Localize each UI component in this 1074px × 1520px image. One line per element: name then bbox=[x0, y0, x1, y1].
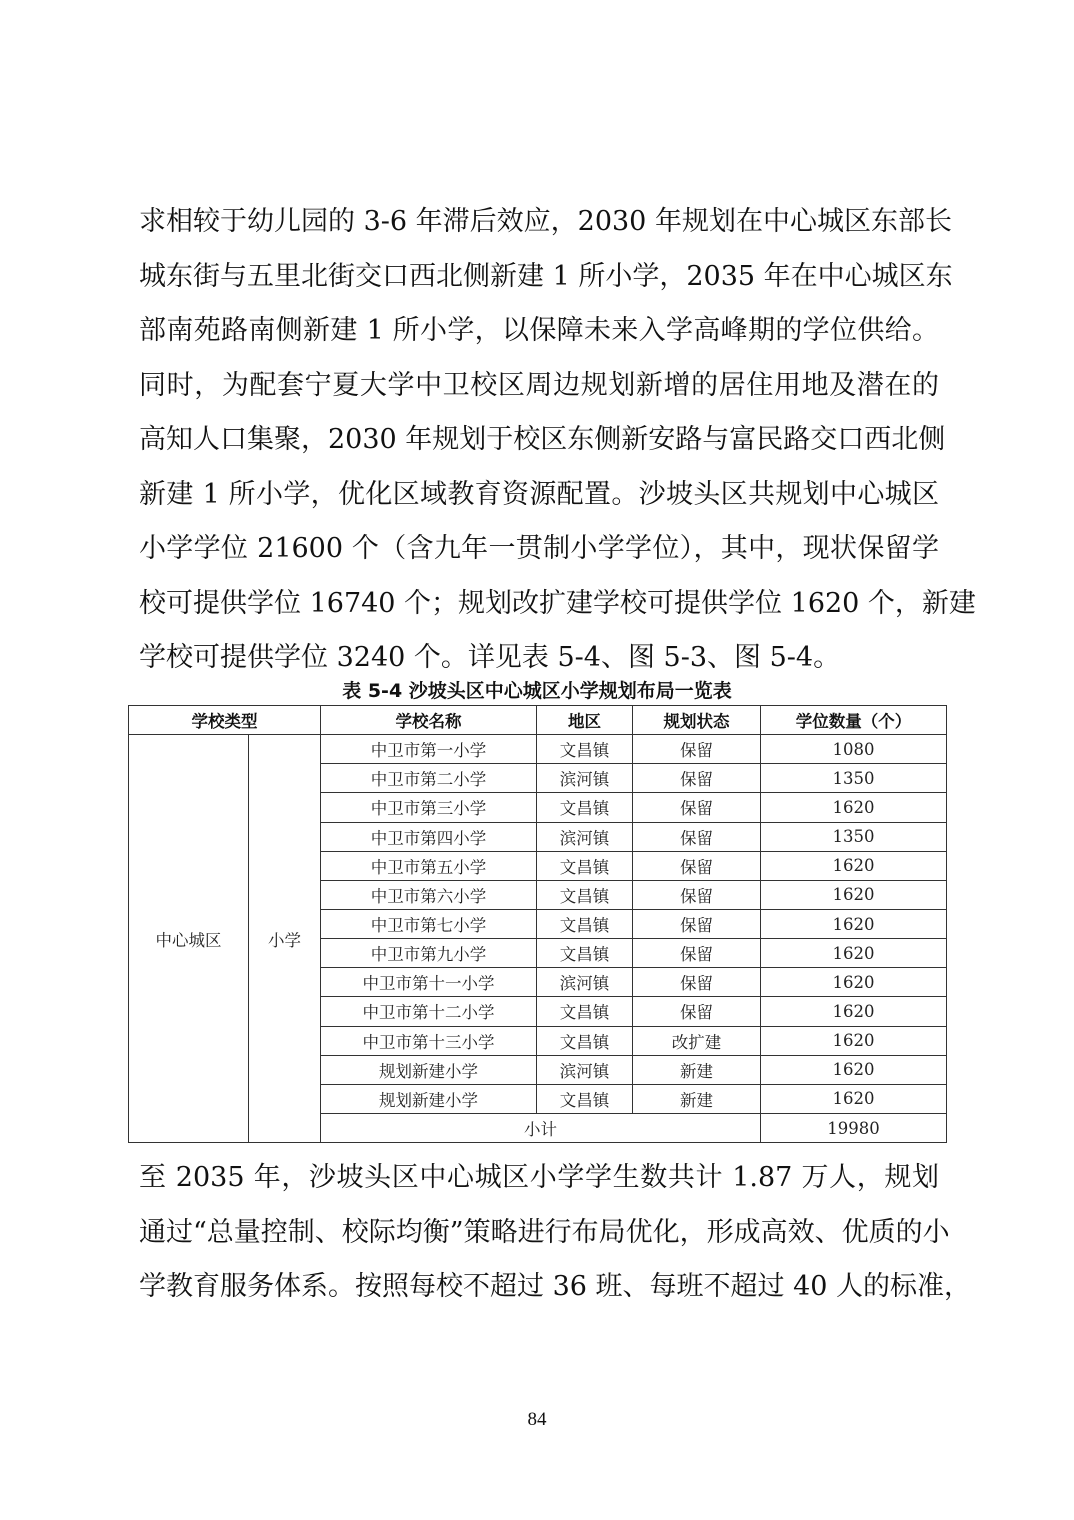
school-name-cell: 中卫市第十二小学 bbox=[321, 997, 537, 1026]
area-cell: 滨河镇 bbox=[537, 822, 633, 851]
page-number: 84 bbox=[527, 1409, 547, 1430]
area-cell: 文昌镇 bbox=[537, 880, 633, 909]
seats-cell: 1620 bbox=[761, 1026, 947, 1055]
table-row bbox=[129, 735, 947, 764]
seats-cell: 1620 bbox=[761, 793, 947, 822]
status-cell: 保留 bbox=[633, 764, 761, 793]
text-line: 新建 1 所小学，优化区域教育资源配置。沙坡头区共规划中心城区 bbox=[139, 478, 939, 510]
school-name-cell: 中卫市第一小学 bbox=[321, 735, 537, 764]
status-cell: 保留 bbox=[633, 793, 761, 822]
status-cell: 改扩建 bbox=[633, 1026, 761, 1055]
status-cell: 保留 bbox=[633, 822, 761, 851]
text-line: 学校可提供学位 3240 个。详见表 5-4、图 5-3、图 5-4。 bbox=[139, 642, 841, 673]
school-name-cell: 规划新建小学 bbox=[321, 1084, 537, 1113]
area-cell: 文昌镇 bbox=[537, 997, 633, 1026]
text-line: 求相较于幼儿园的 3-6 年滞后效应，2030 年规划在中心城区东部长 bbox=[139, 206, 952, 237]
seats-cell: 1080 bbox=[761, 735, 947, 764]
text-line: 同时，为配套宁夏大学中卫校区周边规划新增的居住用地及潜在的 bbox=[139, 369, 939, 401]
area-cell: 文昌镇 bbox=[537, 1026, 633, 1055]
area-cell: 滨河镇 bbox=[537, 764, 633, 793]
body-paragraph-1 bbox=[139, 195, 976, 686]
status-cell: 保留 bbox=[633, 968, 761, 997]
subtotal-value: 19980 bbox=[761, 1113, 947, 1142]
status-cell: 保留 bbox=[633, 939, 761, 968]
subtotal-label: 小计 bbox=[321, 1113, 761, 1142]
header-status: 规划状态 bbox=[633, 706, 761, 735]
school-name-cell: 中卫市第二小学 bbox=[321, 764, 537, 793]
body-paragraph-2 bbox=[139, 1151, 972, 1315]
area-cell: 文昌镇 bbox=[537, 793, 633, 822]
text-line: 高知人口集聚，2030 年规划于校区东侧新安路与富民路交口西北侧 bbox=[139, 424, 946, 455]
status-cell: 新建 bbox=[633, 1084, 761, 1113]
area-cell: 文昌镇 bbox=[537, 735, 633, 764]
text-line: 学教育服务体系。按照每校不超过 36 班、每班不超过 40 人的标准， bbox=[139, 1271, 972, 1302]
header-school-type: 学校类型 bbox=[129, 706, 321, 735]
school-layout-table bbox=[128, 705, 947, 1143]
school-name-cell: 中卫市第三小学 bbox=[321, 793, 537, 822]
region-cell: 中心城区 bbox=[129, 735, 249, 1143]
seats-cell: 1620 bbox=[761, 1084, 947, 1113]
header-area: 地区 bbox=[537, 706, 633, 735]
text-line: 通过“总量控制、校际均衡”策略进行布局优化，形成高效、优质的小 bbox=[139, 1216, 950, 1248]
seats-cell: 1620 bbox=[761, 997, 947, 1026]
school-name-cell: 中卫市第九小学 bbox=[321, 939, 537, 968]
status-cell: 保留 bbox=[633, 997, 761, 1026]
status-cell: 保留 bbox=[633, 735, 761, 764]
text-line: 至 2035 年，沙坡头区中心城区小学学生数共计 1.87 万人，规划 bbox=[139, 1162, 939, 1193]
seats-cell: 1350 bbox=[761, 822, 947, 851]
school-name-cell: 中卫市第七小学 bbox=[321, 909, 537, 938]
seats-cell: 1620 bbox=[761, 880, 947, 909]
seats-cell: 1350 bbox=[761, 764, 947, 793]
level-cell: 小学 bbox=[249, 735, 321, 1143]
seats-cell: 1620 bbox=[761, 909, 947, 938]
text-line: 校可提供学位 16740 个；规划改扩建学校可提供学位 1620 个，新建 bbox=[139, 587, 976, 619]
school-name-cell: 中卫市第十三小学 bbox=[321, 1026, 537, 1055]
area-cell: 文昌镇 bbox=[537, 1084, 633, 1113]
text-line: 部南苑路南侧新建 1 所小学，以保障未来入学高峰期的学位供给。 bbox=[139, 315, 939, 346]
table-caption: 表 5-4 沙坡头区中心城区小学规划布局一览表 bbox=[342, 680, 732, 702]
status-cell: 新建 bbox=[633, 1055, 761, 1084]
area-cell: 滨河镇 bbox=[537, 968, 633, 997]
area-cell: 文昌镇 bbox=[537, 909, 633, 938]
area-cell: 文昌镇 bbox=[537, 851, 633, 880]
header-school-name: 学校名称 bbox=[321, 706, 537, 735]
school-name-cell: 中卫市第十一小学 bbox=[321, 968, 537, 997]
school-name-cell: 中卫市第六小学 bbox=[321, 880, 537, 909]
status-cell: 保留 bbox=[633, 909, 761, 938]
seats-cell: 1620 bbox=[761, 1055, 947, 1084]
seats-cell: 1620 bbox=[761, 968, 947, 997]
text-line: 小学学位 21600 个（含九年一贯制小学学位），其中，现状保留学 bbox=[139, 533, 939, 564]
status-cell: 保留 bbox=[633, 880, 761, 909]
status-cell: 保留 bbox=[633, 851, 761, 880]
school-name-cell: 中卫市第五小学 bbox=[321, 851, 537, 880]
school-name-cell: 中卫市第四小学 bbox=[321, 822, 537, 851]
header-seats: 学位数量（个） bbox=[761, 706, 947, 735]
seats-cell: 1620 bbox=[761, 851, 947, 880]
area-cell: 滨河镇 bbox=[537, 1055, 633, 1084]
area-cell: 文昌镇 bbox=[537, 939, 633, 968]
school-name-cell: 规划新建小学 bbox=[321, 1055, 537, 1084]
text-line: 城东街与五里北街交口西北侧新建 1 所小学，2035 年在中心城区东 bbox=[139, 260, 953, 292]
table-header-row bbox=[129, 706, 947, 735]
seats-cell: 1620 bbox=[761, 939, 947, 968]
